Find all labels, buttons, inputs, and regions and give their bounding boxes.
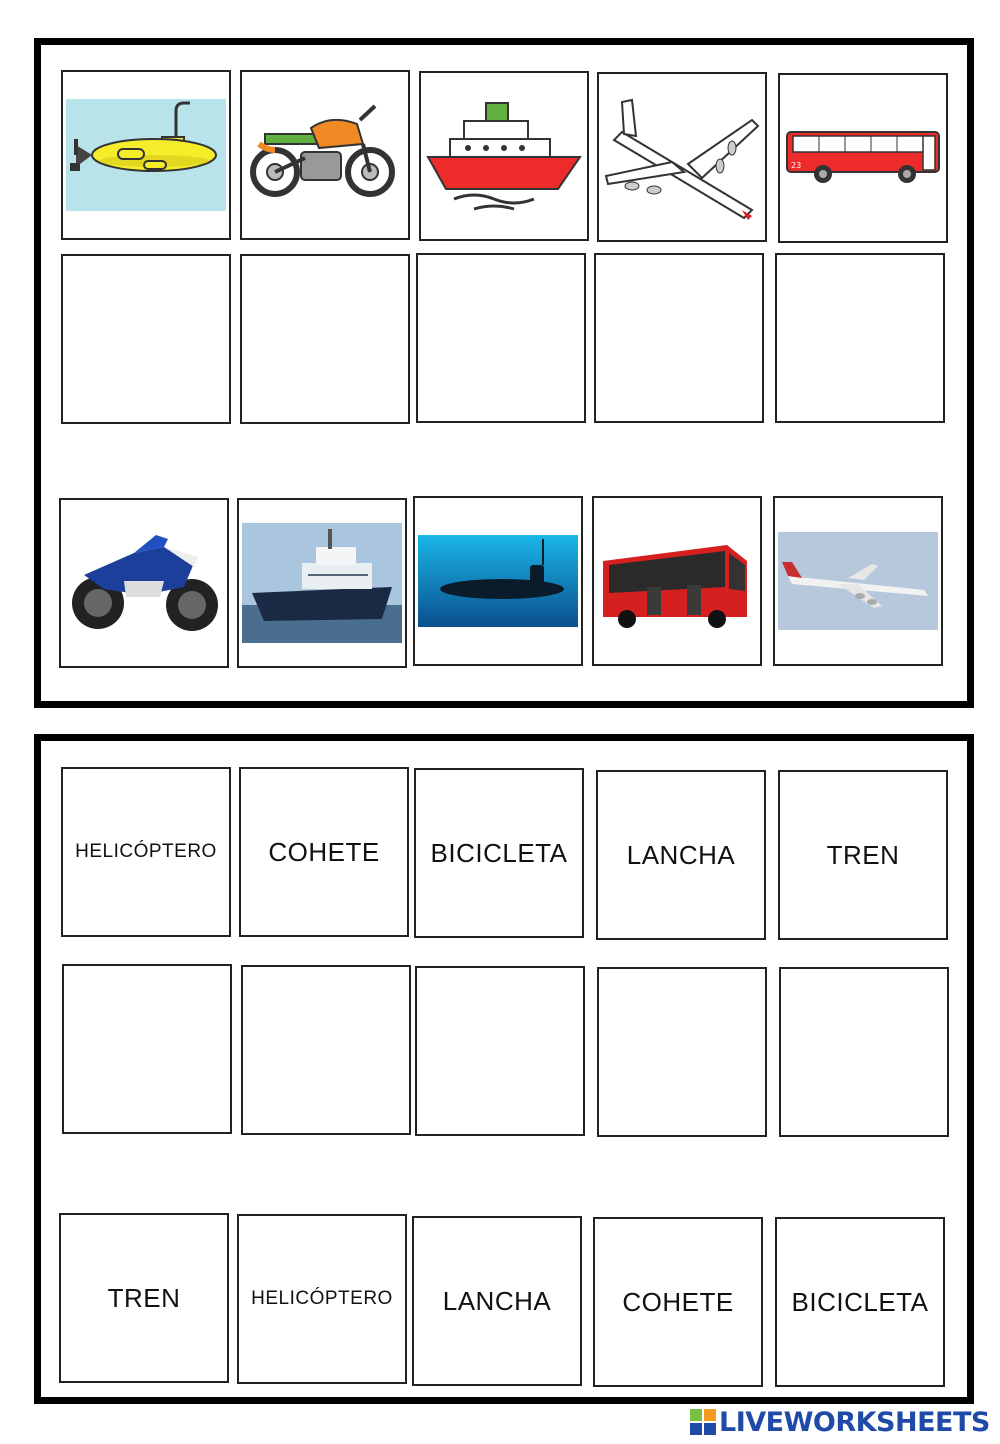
- airplane-photo-icon: [778, 532, 938, 630]
- word-label: LANCHA: [442, 1285, 552, 1316]
- word-drop-slot-3[interactable]: [415, 966, 585, 1136]
- draggable-word-bicicleta[interactable]: [775, 1217, 945, 1387]
- ship-icon: [424, 97, 584, 215]
- airplane-photo-card[interactable]: [773, 496, 943, 666]
- word-label: TREN: [826, 839, 900, 870]
- word-drop-slot-4[interactable]: [597, 967, 767, 1137]
- motorcycle-icon: [245, 100, 405, 210]
- word-label: HELICÓPTERO: [75, 841, 217, 862]
- bus-photo-icon: [597, 531, 757, 631]
- motorcycle-pictogram-card: [240, 70, 410, 240]
- word-label: BICICLETA: [791, 1286, 929, 1317]
- airplane-icon: [602, 92, 762, 222]
- ship-pictogram-card: [419, 71, 589, 241]
- draggable-word-cohete[interactable]: [593, 1217, 763, 1387]
- drop-slot-5[interactable]: [775, 253, 945, 423]
- word-card-lancha: [596, 770, 766, 940]
- word-label: COHETE: [622, 1286, 734, 1317]
- word-label: LANCHA: [626, 839, 736, 870]
- bus-photo-card[interactable]: [592, 496, 762, 666]
- word-card-helicoptero: [61, 767, 231, 937]
- bus-number: 23: [791, 161, 802, 170]
- draggable-word-lancha[interactable]: [412, 1216, 582, 1386]
- submarine-icon: [66, 99, 226, 211]
- drop-slot-4[interactable]: [594, 253, 764, 423]
- word-card-bicicleta: [414, 768, 584, 938]
- word-card-cohete: [239, 767, 409, 937]
- motorcycle-photo-icon: [64, 525, 224, 641]
- word-label: BICICLETA: [430, 837, 568, 868]
- word-label: COHETE: [268, 836, 380, 867]
- drop-slot-2[interactable]: [240, 254, 410, 424]
- bus-icon: [783, 128, 943, 188]
- word-label: TREN: [107, 1282, 181, 1313]
- ship-photo-card[interactable]: [237, 498, 407, 668]
- word-drop-slot-5[interactable]: [779, 967, 949, 1137]
- drop-slot-3[interactable]: [416, 253, 586, 423]
- liveworksheets-logo: [690, 1404, 990, 1440]
- drop-slot-1[interactable]: [61, 254, 231, 424]
- submarine-photo-card[interactable]: [413, 496, 583, 666]
- word-label: HELICÓPTERO: [251, 1288, 393, 1309]
- submarine-pictogram-card: [61, 70, 231, 240]
- liveworksheets-mark-icon: [690, 1407, 716, 1437]
- draggable-word-tren[interactable]: [59, 1213, 229, 1383]
- brand-name: LIVEWORKSHEETS: [719, 1406, 990, 1438]
- word-drop-slot-1[interactable]: [62, 964, 232, 1134]
- word-drop-slot-2[interactable]: [241, 965, 411, 1135]
- submarine-photo-icon: [418, 535, 578, 627]
- word-card-tren: [778, 770, 948, 940]
- bus-pictogram-card: [778, 73, 948, 243]
- airplane-pictogram-card: [597, 72, 767, 242]
- draggable-word-helicoptero[interactable]: [237, 1214, 407, 1384]
- motorcycle-photo-card[interactable]: [59, 498, 229, 668]
- ship-photo-icon: [242, 523, 402, 643]
